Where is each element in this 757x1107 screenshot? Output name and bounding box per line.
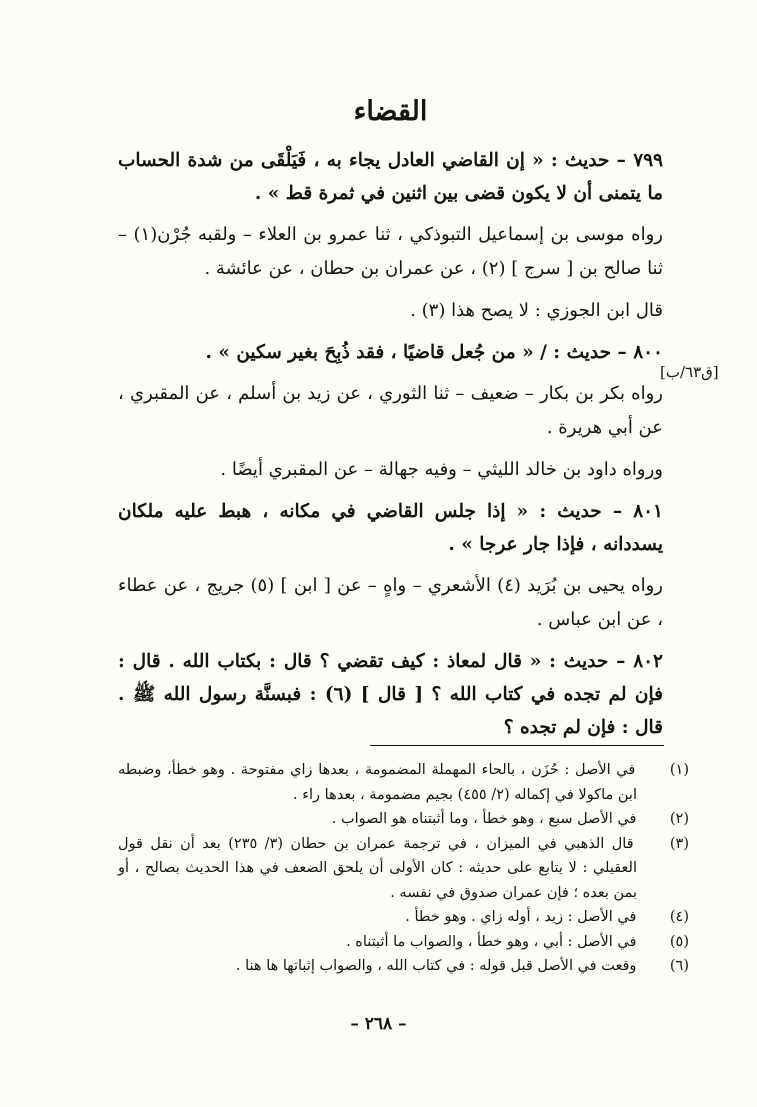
footnote-4 — [118, 905, 689, 930]
main-text — [118, 92, 663, 752]
footnote-2 — [118, 807, 689, 832]
footnote-number: (٥) — [669, 933, 689, 950]
narration-800-chain: رواه بكر بن بكار – ضعيف – ثنا الثوري ، عن زيد بن أسلم ، عن المقبري ، عن أبي هريرة . — [118, 383, 663, 438]
manuscript-folio-ref: [ق٦٣/ب] — [660, 363, 719, 381]
footnote-text: وقعت في الأصل قبل قوله : في كتاب الله ، والصواب إثباتها ها هنا . — [235, 958, 637, 974]
footnotes — [118, 758, 689, 979]
footnote-number: (٤) — [669, 909, 689, 925]
footnote-3 — [118, 832, 689, 906]
footnote-1 — [118, 758, 689, 807]
chapter-title: القضاء — [353, 96, 428, 127]
footnote-number: (٣) — [669, 835, 689, 852]
footnote-number: (١) — [669, 762, 689, 778]
narration-800-alt: ورواه داود بن خالد الليثي – وفيه جهالة – عن المقبري أيضًا . — [220, 459, 663, 480]
page-number: – ٢٦٨ – — [350, 1014, 407, 1034]
footnote-divider — [370, 745, 664, 746]
footnote-5 — [118, 930, 689, 955]
footnote-text: في الأصل : زيد ، أوله زاي . وهو خطأ . — [405, 909, 637, 925]
footnote-number: (٦) — [669, 958, 689, 974]
narration-799-grading: قال ابن الجوزي : لا يصح هذا (٣) . — [410, 300, 663, 321]
footnote-text: في الأصل : أبي ، وهو خطأ ، والصواب ما أثبتناه . — [346, 933, 637, 950]
narration-801-chain: رواه يحيى بن بُرَيد (٤) الأشعري – واهٍ – عن [ ابن ] (٥) جريج ، عن عطاء ، عن ابن عباس . — [118, 575, 663, 630]
footnote-text: في الأصل سبع ، وهو خطأ ، وما أثبتناه هو الصواب . — [331, 811, 637, 827]
hadith-799: ٧٩٩ – حديث : « إن القاضي العادل يجاء به ، فَيَلْقَى من شدة الحساب ما يتمنى أن لا يكون قضى بين اثنين في ثمرة قط » . — [118, 150, 663, 204]
footnote-6 — [118, 954, 689, 979]
hadith-802: ٨٠٢ – حديث : « قال لمعاذ : كيف تقضي ؟ قال : بكتاب الله . قال : فإن لم تجده في كتاب الله ؟ [ قال ] (٦) : فبسنَّة رسول الله ﷺ . قال : فإن لم تجده ؟ — [118, 651, 663, 738]
hadith-801: ٨٠١ – حديث : « إذا جلس القاضي في مكانه ، هبط عليه ملكان يسددانه ، فإذا جار عرجا » . — [118, 501, 663, 555]
footnote-text: في الأصل : حُزَن ، بالحاء المهملة المضمومة ، بعدها زاي مفتوحة . وهو خطأ، وضبطه ابن ماكولا في إكماله (٢/ ٤٥٥) بجيم مضمومة ، بعدها راء . — [118, 762, 637, 803]
footnote-number: (٢) — [669, 811, 689, 827]
narration-799-chain: رواه موسى بن إسماعيل التبوذكي ، ثنا عمرو بن العلاء – ولقبه جُرْن(١) – ثنا صالح بن [ سرج ] (٢) ، عن عمران بن حطان ، عن عائشة . — [118, 224, 664, 279]
footnote-text: قال الذهبي في الميزان ، في ترجمة عمران بن حطان (٣/ ٢٣٥) بعد أن نقل قول العقيلي : لا يتابع على حديثه : كان الأولى أن يلحق الضعف في هذا الحديث بصالح ، أو بمن بعده ؛ فإن عمران صدوق في نفسه . — [118, 835, 637, 901]
hadith-800: ٨٠٠ – حديث : / « من جُعل قاضيًا ، فقد ذُبِحَ بغير سكين » . — [205, 342, 663, 363]
